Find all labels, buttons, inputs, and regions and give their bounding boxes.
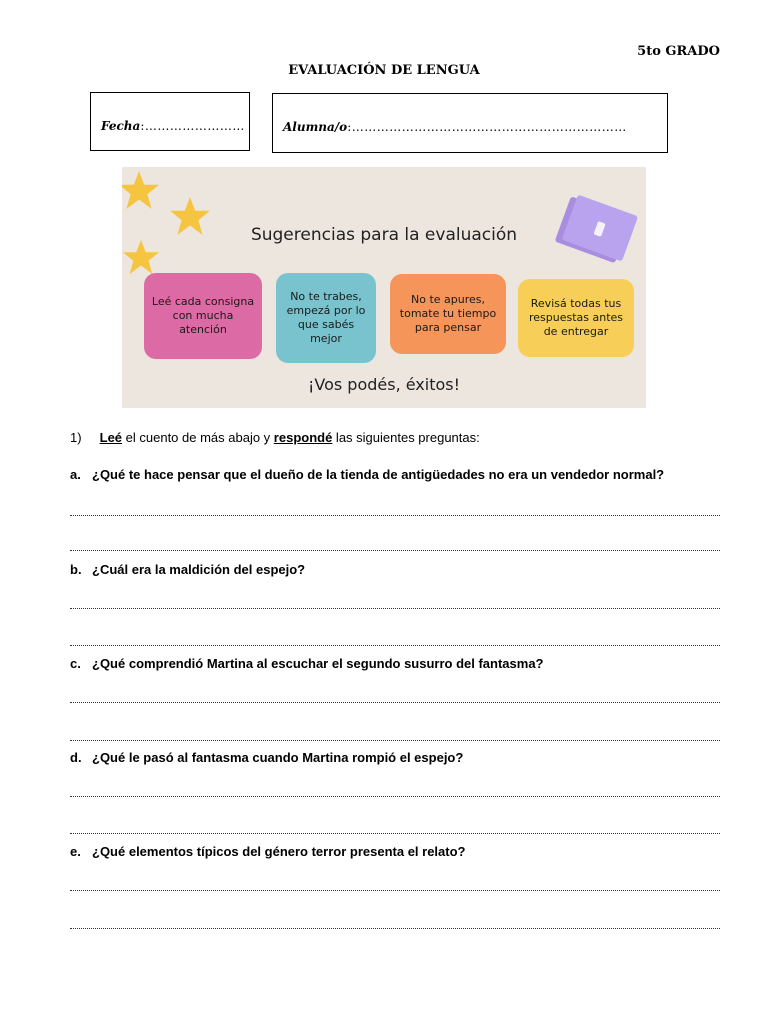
answer-line[interactable] <box>70 608 720 609</box>
suggestion-card: No te trabes, empezá por lo que sabés mejor <box>276 273 376 363</box>
banner-footer: ¡Vos podés, éxitos! <box>307 375 461 394</box>
question-text: ¿Qué elementos típicos del género terror presenta el relato? <box>92 844 466 859</box>
instruction <box>70 430 480 445</box>
question-text: ¿Qué te hace pensar que el dueño de la tienda de antigüedades no era un vendedor normal? <box>92 467 665 482</box>
question-text: ¿Cuál era la maldición del espejo? <box>92 562 306 577</box>
instruction-text: el cuento de más abajo y <box>122 430 274 445</box>
question-text: ¿Qué le pasó al fantasma cuando Martina rompió el espejo? <box>92 750 464 765</box>
answer-line[interactable] <box>70 515 720 516</box>
date-field-box[interactable] <box>90 92 250 151</box>
question <box>70 467 664 482</box>
answer-line[interactable] <box>70 833 720 834</box>
question <box>70 750 463 765</box>
question-text: ¿Qué comprendió Martina al escuchar el segundo susurro del fantasma? <box>92 656 544 671</box>
answer-line[interactable] <box>70 645 720 646</box>
question-letter: d. <box>70 750 82 765</box>
star-icon <box>122 167 160 213</box>
suggestions-banner <box>122 167 646 408</box>
instruction-number: 1) <box>70 430 82 445</box>
suggestion-card: No te apures, tomate tu tiempo para pensar <box>390 274 506 354</box>
question-letter: a. <box>70 467 81 482</box>
banner-title: Sugerencias para la evaluación <box>250 225 518 245</box>
suggestion-card: Revisá todas tus respuestas antes de entregar <box>518 279 634 357</box>
answer-line[interactable] <box>70 796 720 797</box>
page-title: EVALUACIÓN DE LENGUA <box>288 63 480 78</box>
question-letter: c. <box>70 656 81 671</box>
date-label: Fecha <box>101 119 141 133</box>
question <box>70 656 544 671</box>
question <box>70 562 305 577</box>
instruction-verb: Leé <box>99 430 123 445</box>
instruction-verb: respondé <box>273 430 333 445</box>
instruction-text: las siguientes preguntas: <box>332 430 480 445</box>
student-fill-line: :………………………………………………………… <box>347 120 627 134</box>
grade-label: 5to GRADO <box>637 44 720 59</box>
answer-line[interactable] <box>70 890 720 891</box>
question-letter: b. <box>70 562 82 577</box>
answer-line[interactable] <box>70 740 720 741</box>
student-field-box[interactable] <box>272 93 668 153</box>
answer-line[interactable] <box>70 550 720 551</box>
question <box>70 844 466 859</box>
date-fill-line: :…………………… <box>140 119 245 133</box>
answer-line[interactable] <box>70 702 720 703</box>
student-label: Alumna/o <box>283 120 348 134</box>
question-letter: e. <box>70 844 81 859</box>
suggestion-card: Leé cada consigna con mucha atención <box>144 273 262 359</box>
answer-line[interactable] <box>70 928 720 929</box>
